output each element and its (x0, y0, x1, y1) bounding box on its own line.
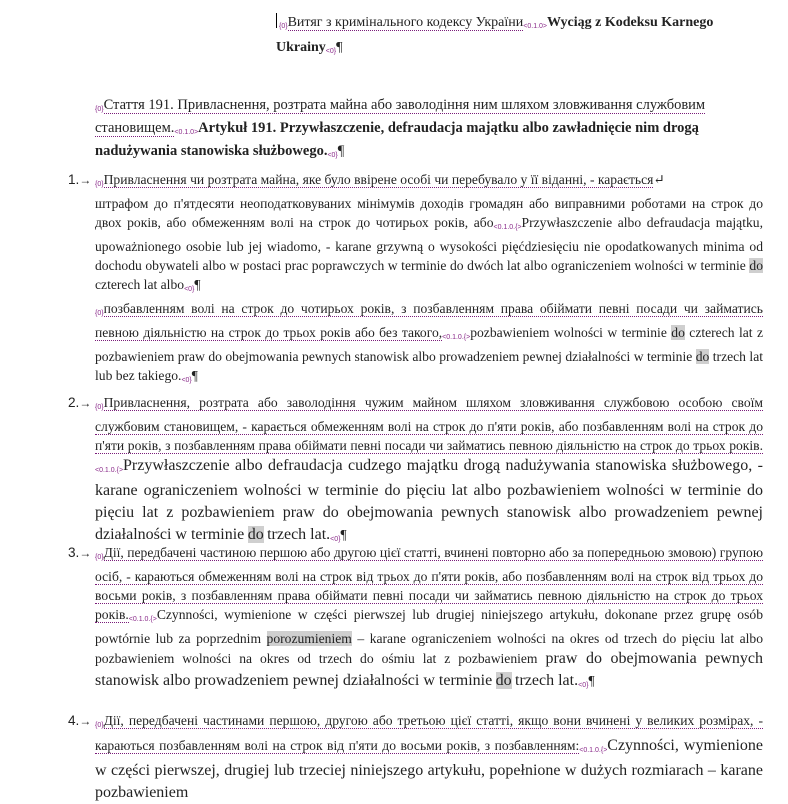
segment-polish[interactable]: trzech lat. (515, 672, 579, 689)
tag-marker: <0} (184, 286, 195, 293)
tag-marker: {0} (279, 23, 288, 30)
document-title (276, 12, 776, 62)
pilcrow-mark: ¶ (340, 527, 347, 542)
tag-marker: {0} (95, 722, 104, 729)
tag-marker: <0.1.0.{> (579, 747, 608, 754)
segment-polish[interactable]: pozbawieniem wolności w terminie (470, 325, 667, 340)
segment-ukrainian[interactable]: позбавленням волі на строк до чотирьох років, з позбавленням права обіймати певні посади чи займатись певною діяльністю на строк до трьох років або без такого, (95, 301, 763, 340)
segment-ukrainian[interactable]: Привласнення, розтрата або заволодіння чужим майном шляхом зловживання службовою особою своїм службовим становищем, - карається обмеженням волі на строк до п'яти років, або позбавленням волі на строк до п'яти років, з позбавленням права обіймати певні посади чи займатись певною діяльністю на строк до трьох років. (95, 395, 763, 453)
list-number: 2.→ (68, 395, 92, 410)
segment-ukrainian[interactable]: Дії, передбачені частиною першою або другою цієї статті, вчинені повторно або за попередньою змовою) групою осіб, - караються обмеженням волі на строк від трьох до п'яти років, або позбавленням волі на строк від трьох до восьми років, з позбавленням права обіймати певні посади чи займатись певною діяльністю на строк до трьох років. (95, 545, 763, 622)
tag-marker: <0.1.0> (523, 23, 548, 30)
segment-ukrainian[interactable]: штрафом до п'ятдесяти неоподатковуваних мінімумів доходів громадян або виправними роботами на строк до двох років, або обмеженням волі на строк до чотирьох років, або (95, 196, 763, 230)
article-heading-ukrainian[interactable]: Стаття 191. Привласнення, розтрата майна або заволодіння ним шляхом зловживання службовим становищем. (95, 97, 706, 136)
segment-polish[interactable]: trzech lat. (267, 526, 331, 543)
highlighted-word[interactable]: porozumieniem (266, 631, 352, 646)
tag-marker: {0} (95, 310, 104, 317)
segment-polish[interactable]: Czynności, wymienione w części pierwszej lub drugiej niniejszego artykułu, dokonane przez grupę osób powtórnie lub za poprzednim (95, 607, 763, 646)
tag-marker: <0.1.0.{> (442, 334, 471, 341)
tag-marker: <0.1.0.{> (128, 616, 157, 623)
tag-marker: {0} (95, 404, 104, 411)
segment-ukrainian[interactable]: Привласнення чи розтрата майна, яке було ввірене особі чи перебувало у її віданні, - карається (103, 172, 654, 187)
text-cursor (276, 13, 277, 28)
list-item (95, 543, 763, 695)
highlighted-word[interactable]: do (749, 258, 763, 273)
tag-marker: {0} (95, 554, 104, 561)
segment-polish[interactable]: Przywłaszczenie albo defraudacja majątku, upoważnionego osobie lub jej wiadomo, - karane grzywną o wysokości pięćdziesięciu nie opodatkowanych minima od dochodu obywateli albo w postaci prac poprawczych w terminie do dwóch lat albo ograniczeniem wolności w terminie (95, 215, 763, 273)
title-ukrainian[interactable]: Витяг з кримінального кодексу України (287, 15, 524, 30)
highlighted-word[interactable]: do (671, 325, 685, 340)
title-polish[interactable]: Wyciąg z Kodeksu Karnego Ukrainy (276, 15, 714, 55)
pilcrow-mark: ¶ (194, 277, 201, 292)
list-item: {0}Привласнення чи розтрата майна, яке було ввірене особі чи перебувало у її віданні, - карається↵ штрафом до п'ятдесяти неоподатковуваних мінімумів доходів громадян або виправними роботами на строк до двох років, або обмеженням волі на строк до чотирьох років, або<0.1.0.{>Przywłaszczenie albo defraudacja majątku, upoważnionego osobie lub jej wiadomo, - karane grzywną o wysokości pięćdziesięciu nie opodatkowanych minima od dochodu obywateli albo w postaci prac poprawczych w terminie do dwóch lat albo ograniczeniem wolności w terminie do czterech lat albo<0}¶ {0}позбавленням волі на строк до чотирьох років, з позбавленням права обіймати певні посади чи займатись певною діяльністю на строк до трьох років або без такого,<0.1.0.{>pozbawieniem wolności w terminie do czterech lat z pozbawieniem praw do obejmowania pewnych stanowisk albo prowadzeniem pewnej działalności w terminie do trzech lat lub bez takiego.<0}¶ (95, 172, 764, 384)
highlighted-word[interactable]: do (695, 349, 710, 364)
list-item (95, 711, 763, 804)
tag-marker: <0} (327, 152, 338, 159)
segment-polish[interactable]: praw do obejmowania pewnych stanowisk albo prowadzeniem pewnej działalności w terminie (95, 650, 763, 689)
tag-marker: <0.1.0.{> (493, 224, 522, 231)
tag-marker: <0} (578, 682, 589, 689)
segment-polish[interactable]: czterech lat z pozbawieniem praw do obejmowania pewnych stanowisk albo prowadzeniem pewnej działalności w terminie (95, 325, 763, 364)
segment-ukrainian[interactable]: Дії, передбачені частинами першою, другою або третьою цієї статті, якщо вони вчинені у великих розмірах, - караються позбавленням волі на строк від п'яти до восьми років, з позбавленням: (95, 713, 763, 753)
list-number: 1.→ (68, 172, 92, 187)
tag-marker: {0} (95, 106, 104, 113)
tag-marker: <0} (325, 48, 337, 55)
list-item (95, 393, 763, 549)
highlighted-word[interactable]: do (495, 672, 512, 689)
pilcrow-mark: ¶ (336, 40, 343, 55)
list-number: 4.→ (68, 713, 92, 728)
pilcrow-mark: ¶ (337, 143, 345, 159)
tag-marker: {0} (95, 181, 104, 188)
tag-marker: <0.1.0> (174, 129, 199, 136)
article-heading-polish[interactable]: Artykuł 191. Przywłaszczenie, defraudacja majątku albo zawładnięcie nim drogą nadużywania stanowiska służbowego. (95, 120, 699, 159)
segment-polish[interactable]: Przywłaszczenie albo defraudacja cudzego majątku drogą nadużywania stanowiska służbowego, - karane ograniczeniem wolności w terminie do pięciu lat albo pozbawieniem wolności w terminie do pięciu lat z pozbawieniem praw do obejmowania pewnych stanowisk albo prowadzeniem pewnej działalności w terminie (95, 457, 763, 543)
tag-marker: <0} (330, 536, 341, 543)
pilcrow-mark: ¶ (191, 368, 198, 383)
segment-polish[interactable]: Czynności, wymienione w części pierwszej, drugiej lub trzeciej niniejszego artykułu, popełnione w dużych rozmiarach – karane pozbawieniem (95, 737, 763, 801)
list-number: 3.→ (68, 545, 92, 560)
tag-marker: <0} (181, 377, 192, 384)
pilcrow-mark: ¶ (588, 673, 595, 688)
highlighted-word[interactable]: do (247, 526, 264, 543)
segment-polish[interactable]: – karane ograniczeniem wolności na okres od trzech do pięciu lat albo pozbawieniem wolności na okres od trzech do ośmiu lat z pozbawieniem (95, 631, 763, 666)
segment-polish[interactable]: czterech lat albo (95, 277, 185, 292)
article-heading (95, 96, 760, 165)
tag-marker: <0.1.0.{> (95, 467, 124, 474)
segment-polish[interactable]: trzech lat lub bez takiego. (95, 349, 764, 383)
